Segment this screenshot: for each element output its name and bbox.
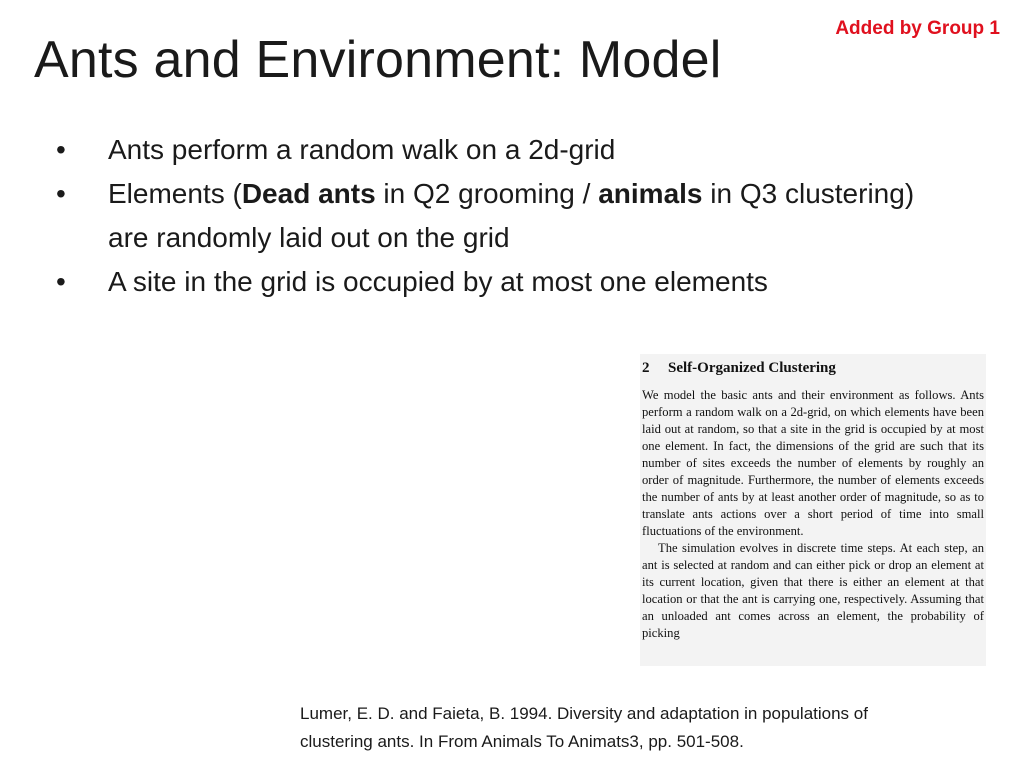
bullet-marker: • [56,266,66,297]
bullet-list [48,128,948,304]
citation [300,700,1000,756]
bullet-text-pre: Elements ( [108,178,242,209]
citation-line-1: Lumer, E. D. and Faieta, B. 1994. Diversity and adaptation in populations of [300,704,868,723]
paper-excerpt [640,354,986,666]
bullet-text-mid: in Q2 grooming / [375,178,599,209]
bullet-text: Ants perform a random walk on a 2d-grid [108,134,616,165]
excerpt-paragraph-1: We model the basic ants and their environment as follows. Ants perform a random walk on a 2d-grid, on which elements have been laid out at random, so that a site in the grid is occupied by at most one element. In fact, the dimensions of the grid are such that its number of sites exceeds the number of elements by roughly an order of magnitude. Furthermore, the number of elements exceeds the number of ants by at least another order of magnitude, so as to translate ants actions over a short period of time into small fluctuations of the environment. [642,388,984,538]
slide-title: Ants and Environment: Model [34,31,722,89]
bullet-bold-dead-ants: Dead ants [241,178,376,209]
bullet-item [48,260,948,304]
bullet-text-post: in Q3 clustering) are randomly laid out on the grid [108,178,915,253]
excerpt-section-number: 2 [642,360,650,376]
bullet-marker: • [56,178,66,209]
excerpt-section-heading [642,360,986,377]
bullet-text: A site in the grid is occupied by at most one elements [108,266,768,297]
bullet-item [48,128,948,172]
excerpt-section-title: Self-Organized Clustering [668,360,836,376]
citation-line-2: clustering ants. In From Animals To Animats3, pp. 501-508. [300,732,744,751]
bullet-item [48,172,948,260]
excerpt-paragraph-2: The simulation evolves in discrete time steps. At each step, an ant is selected at random and can either pick or drop an element at its current location, given that there is either an element at that location or that the ant is carrying one, respectively. Assuming that an unloaded ant comes across an element, the probability of picking [642,541,984,640]
bullet-bold-animals: animals [598,178,703,209]
added-by-tag: Added by Group 1 [835,18,1000,39]
bullet-marker: • [56,134,66,165]
